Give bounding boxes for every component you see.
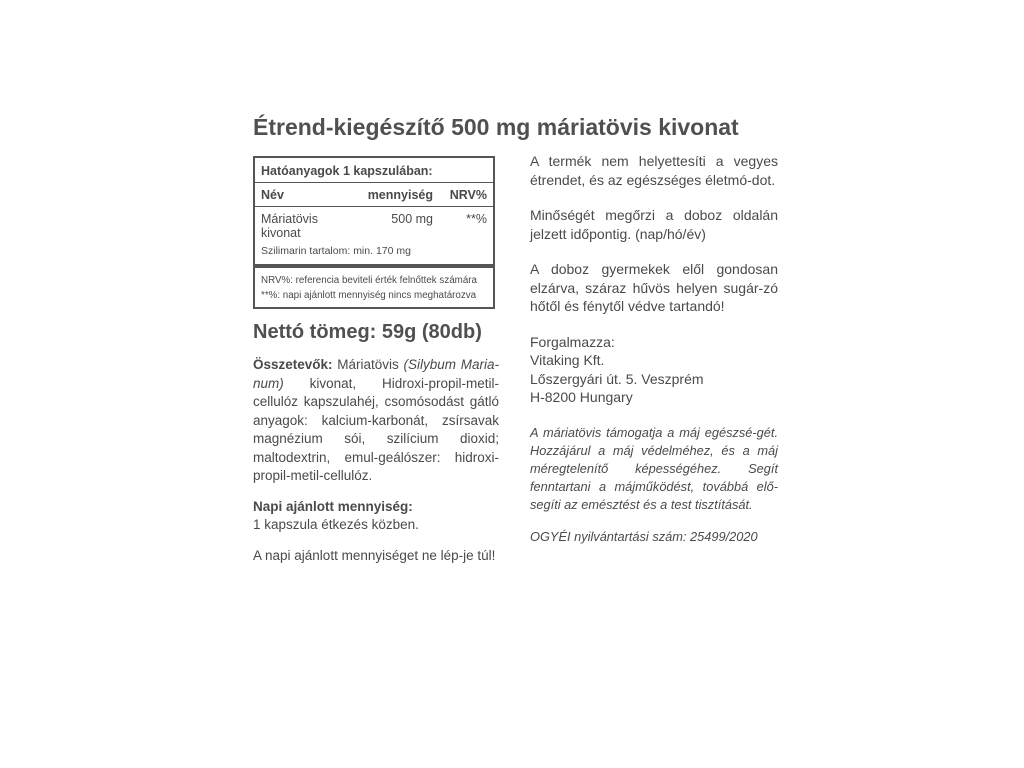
ingredient-name-line2: kivonat [261,226,301,240]
column-nrv: NRV% [449,188,487,202]
daily-dose-text: 1 kapszula étkezés közben. [253,517,419,532]
right-column [530,152,778,560]
silymarin-content: Szilimarin tartalom: min. 170 mg [261,245,411,257]
distributor-company: Vitaking Kft. [530,352,605,368]
registration-number: OGYÉI nyilvántartási szám: 25499/2020 [530,528,758,544]
nutrition-footnotes [255,268,493,307]
diet-notice: A termék nem helyettesíti a vegyes étrendet, és az egészséges életmó-dot. [530,153,778,188]
ingredients-label: Összetevők: [253,357,333,372]
asterisk-footnote: **%: napi ajánlott mennyiség nincs meghatározva [261,290,477,301]
left-column [253,156,499,565]
daily-dose-paragraph [253,498,499,535]
dose-warning: A napi ajánlott mennyiséget ne lép-je túl! [253,547,496,563]
column-amount: mennyiség [367,188,433,202]
daily-dose-label: Napi ajánlott mennyiség: [253,498,413,514]
distributor-label: Forgalmazza: [530,333,615,350]
health-claim: A máriatövis támogatja a máj egészsé-gét. Hozzájárul a máj védelméhez, és a máj méregtelenítő képességéhez. Segít fenntartani a májműködést, továbbá elő-segíti az emésztést és a test tisztítását. [530,424,778,512]
nutrition-row [255,207,493,240]
column-name: Név [261,188,284,202]
nutrition-facts-box [253,156,495,309]
ingredient-name [261,212,353,240]
distributor-city: H-8200 Hungary [530,389,633,405]
ingredient-amount: 500 mg [391,212,433,226]
net-weight: Nettó tömeg: 59g (80db) [253,321,482,343]
nrv-footnote: NRV%: referencia beviteli érték felnőttek számára [261,275,477,286]
ingredients-latin-name: (Silybum Mariа-num) [253,357,499,391]
ingredients-text-1: Máriatövis [332,357,404,372]
distributor-street: Lőszergyári út. 5. Veszprém [530,370,704,387]
product-title: Étrend-kiegészítő 500 mg máriatövis kivonat [253,114,739,140]
ingredient-name-line1: Máriatövis [261,212,318,226]
nutrition-heading: Hatóanyagok 1 kapszulában: [255,158,493,183]
best-before-notice: Minőségét megőrzi a doboz oldalán jelzett időpontig. (nap/hó/év) [530,207,778,242]
nutrition-column-headers [255,183,493,207]
storage-notice: A doboz gyermekek elől gondosan elzárva, száraz hűvös helyen sugár-zó hőtől és fénytől védve tartandó! [530,261,778,314]
ingredients-text-2: kivonat, Hidroxi-propil-metil-cellulóz kapszulahéj, csomósodást gátló anyagok: kalcium-karbonát, zsírsavak magnézium sói, szilícium dioxid; maltodextrin, emul-geálószer: hidroxi-propil-metil-cellulóz. [253,375,499,483]
ingredients-paragraph [253,356,499,486]
ingredient-nrv: **% [466,212,487,226]
distributor-block [530,333,778,407]
